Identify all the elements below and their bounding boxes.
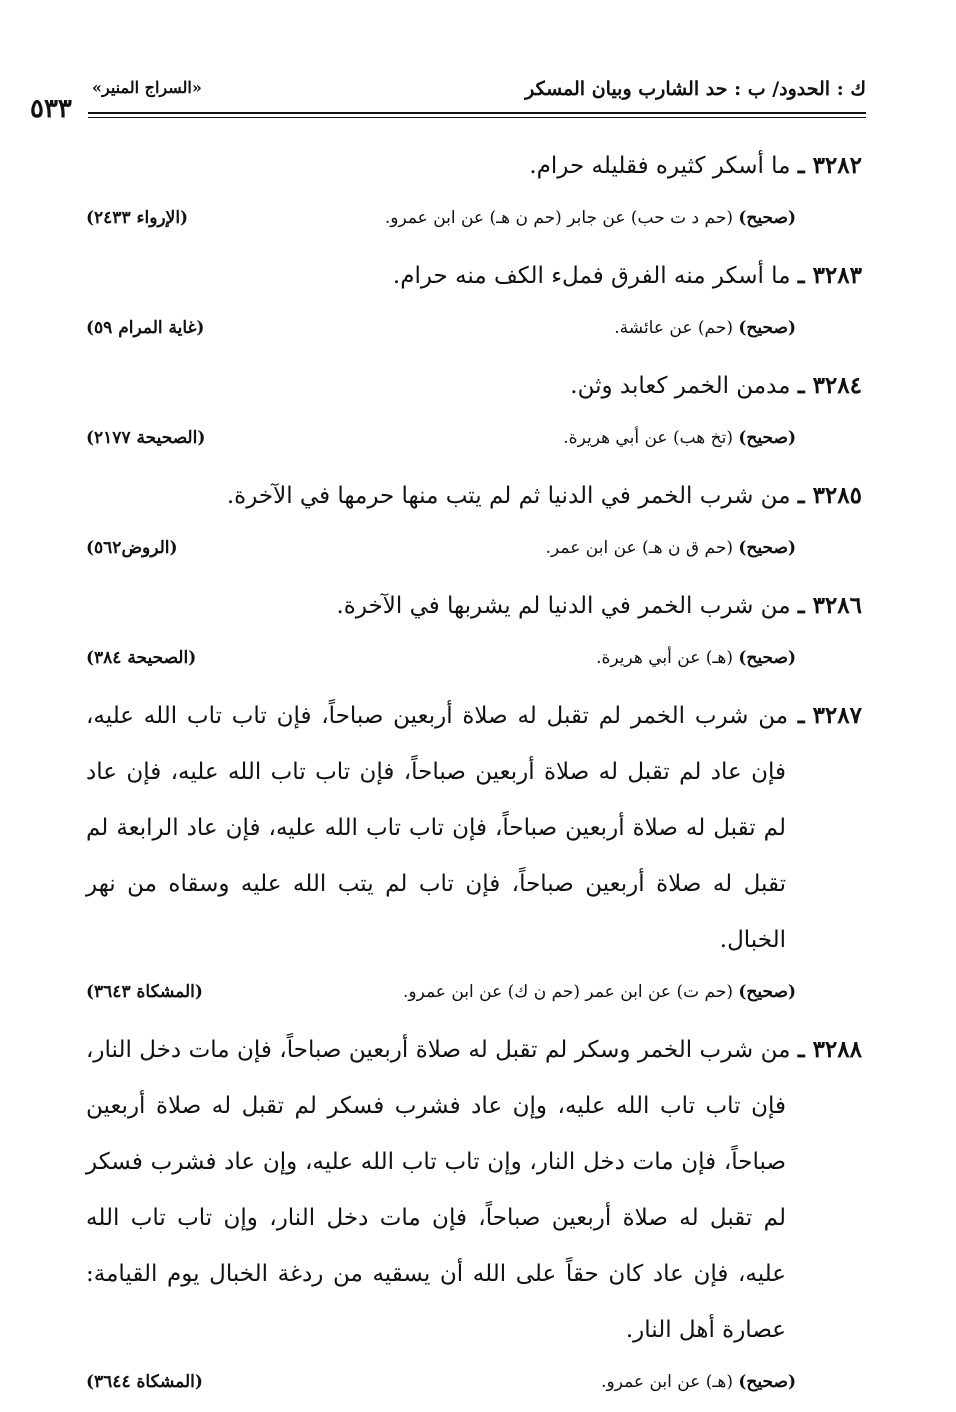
- hadith-narration: (هـ) عن ابن عمرو.: [601, 1372, 733, 1392]
- hadith-text-block: [86, 688, 862, 968]
- header-rule-thin: [88, 117, 866, 118]
- grade-and-narration: [546, 538, 796, 558]
- hadith-source: (الإرواء ٢٤٣٣): [86, 208, 189, 228]
- hadith-number: ٣٢٨٤ ـ: [797, 372, 862, 399]
- hadith-entry: [86, 138, 862, 248]
- reference-line: [86, 968, 862, 1022]
- hadith-source: (المشكاة ٣٦٤٣): [86, 982, 203, 1002]
- hadith-text: من شرب الخمر وسكر لم تقبل له صلاة أربعين صباحاً، فإن مات دخل النار، فإن تاب تاب الله عليه، وإن عاد فشرب فسكر لم تقبل له صلاة أربعين صباحاً، فإن مات دخل النار، وإن تاب تاب الله عليه، وإن عاد فشرب فسكر لم تقبل له صلاة أربعين صباحاً، فإن مات دخل النار، وإن تاب تاب الله عليه، فإن عاد كان حقاً على الله أن يسقيه من ردغة الخبال يوم القيامة: عصارة أهل النار.: [86, 1037, 791, 1343]
- hadith-list: [86, 138, 862, 1412]
- header-rule: [88, 112, 866, 114]
- hadith-narration: (حم) عن عائشة.: [614, 318, 733, 338]
- hadith-source: (الروض٥٦٢): [86, 538, 178, 558]
- hadith-source: (الصحيحة ٢١٧٧): [86, 428, 206, 448]
- hadith-source: (الصحيحة ٣٨٤): [86, 648, 197, 668]
- book-title: «السراج المنير»: [92, 78, 202, 97]
- hadith-text-block: [86, 358, 862, 414]
- hadith-grade: (صحيح): [738, 428, 796, 448]
- hadith-entry: [86, 1022, 862, 1412]
- hadith-narration: (حم ق ن هـ) عن ابن عمر.: [545, 538, 733, 558]
- reference-line: [86, 194, 862, 248]
- hadith-text-block: [86, 1022, 862, 1358]
- hadith-text: من شرب الخمر في الدنيا لم يشربها في الآخرة.: [336, 593, 791, 619]
- hadith-grade: (صحيح): [738, 982, 796, 1002]
- reference-line: [86, 634, 862, 688]
- hadith-grade: (صحيح): [738, 1372, 796, 1392]
- hadith-narration: (حم ت) عن ابن عمر (حم ن ك) عن ابن عمرو.: [402, 982, 733, 1002]
- page-number: ٥٣٣: [30, 94, 72, 124]
- hadith-number: ٣٢٨٣ ـ: [797, 262, 862, 289]
- hadith-number: ٣٢٨٥ ـ: [797, 482, 862, 509]
- reference-line: [86, 414, 862, 468]
- hadith-grade: (صحيح): [738, 538, 796, 558]
- reference-line: [86, 304, 862, 358]
- hadith-number: ٣٢٨٧ ـ: [797, 702, 862, 729]
- hadith-text-block: [86, 248, 862, 304]
- grade-and-narration: [403, 982, 796, 1002]
- hadith-narration: (تخ هب) عن أبي هريرة.: [563, 428, 733, 448]
- chapter-title: ك : الحدود/ ب : حد الشارب وبيان المسكر: [525, 78, 866, 100]
- hadith-narration: (هـ) عن أبي هريرة.: [596, 648, 733, 668]
- hadith-grade: (صحيح): [738, 208, 796, 228]
- grade-and-narration: [385, 208, 796, 228]
- hadith-text: مدمن الخمر كعابد وثن.: [570, 373, 791, 399]
- hadith-number: ٣٢٨٦ ـ: [797, 592, 862, 619]
- hadith-narration: (حم د ت حب) عن جابر (حم ن هـ) عن ابن عمرو.: [384, 208, 733, 228]
- grade-and-narration: [596, 648, 796, 668]
- reference-line: [86, 1358, 862, 1412]
- hadith-text-block: [86, 578, 862, 634]
- hadith-text-block: [86, 138, 862, 194]
- hadith-number: ٣٢٨٨ ـ: [797, 1036, 862, 1063]
- grade-and-narration: [614, 318, 796, 338]
- hadith-entry: [86, 468, 862, 578]
- hadith-source: (غاية المرام ٥٩): [86, 318, 205, 338]
- hadith-number: ٣٢٨٢ ـ: [797, 152, 862, 179]
- hadith-entry: [86, 248, 862, 358]
- hadith-text-block: [86, 468, 862, 524]
- page-header: [30, 78, 866, 124]
- hadith-entry: [86, 358, 862, 468]
- reference-line: [86, 524, 862, 578]
- hadith-grade: (صحيح): [738, 648, 796, 668]
- grade-and-narration: [563, 428, 796, 448]
- grade-and-narration: [601, 1372, 796, 1392]
- hadith-text: ما أسكر منه الفرق فملء الكف منه حرام.: [392, 263, 791, 289]
- hadith-entry: [86, 688, 862, 1022]
- hadith-text: من شرب الخمر لم تقبل له صلاة أربعين صباحاً، فإن تاب تاب الله عليه، فإن عاد لم تقبل له صلاة أربعين صباحاً، فإن تاب تاب الله عليه، فإن عاد لم تقبل له صلاة أربعين صباحاً، فإن تاب تاب الله عليه، فإن عاد الرابعة لم تقبل له صلاة أربعين صباحاً، فإن تاب لم يتب الله عليه وسقاه من نهر الخبال.: [86, 703, 789, 953]
- hadith-entry: [86, 578, 862, 688]
- hadith-grade: (صحيح): [738, 318, 796, 338]
- hadith-text: ما أسكر كثيره فقليله حرام.: [529, 153, 791, 179]
- hadith-text: من شرب الخمر في الدنيا ثم لم يتب منها حرمها في الآخرة.: [226, 483, 791, 509]
- hadith-source: (المشكاة ٣٦٤٤): [86, 1372, 203, 1392]
